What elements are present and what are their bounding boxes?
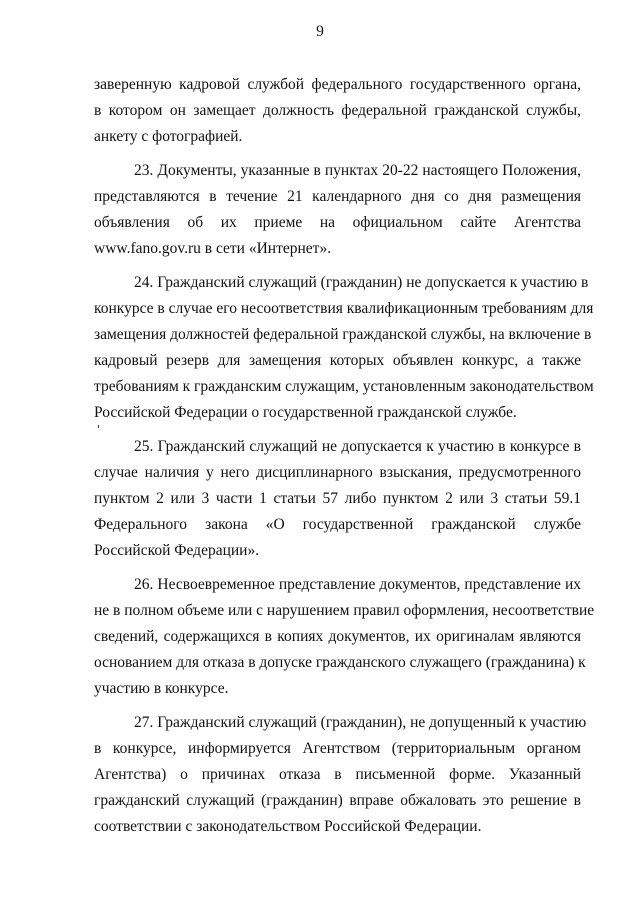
text-line: участию в конкурсе. — [94, 680, 229, 697]
page-number: 9 — [316, 23, 324, 40]
text-line: соответствии с законодательством Российской Федерации. — [94, 818, 482, 835]
text-line: требованиям к гражданским служащим, установленным законодательством — [94, 378, 594, 395]
text-line: 23. Документы, указанные в пунктах 20-22 настоящего Положения, — [134, 162, 581, 179]
text-line: Российской Федерации о государственной гражданской службе. — [94, 404, 517, 421]
text-line: конкурсе в случае его несоответствия квалификационным требованиям для — [94, 300, 594, 317]
text-line: анкету с фотографией. — [94, 128, 243, 145]
text-line: объявления об их приеме на официальном сайте Агентства — [94, 214, 581, 231]
text-line: заверенную кадровой службой федерального государственного органа, — [94, 76, 581, 93]
text-line: Федерального закона «О государственной гражданской службе — [94, 516, 581, 533]
text-line: гражданский служащий (гражданин) вправе обжаловать это решение в — [94, 792, 581, 809]
paragraph-23 — [94, 158, 581, 262]
text-line: в конкурсе, информируется Агентством (территориальным органом — [94, 740, 581, 757]
text-line: Российской Федерации». — [94, 542, 260, 559]
paragraph-continuation — [94, 72, 581, 150]
text-line: 27. Гражданский служащий (гражданин), не допущенный к участию — [134, 714, 587, 731]
text-line: пунктом 2 или 3 части 1 статьи 57 либо пунктом 2 или 3 статьи 59.1 — [94, 490, 581, 507]
scan-speck — [98, 425, 99, 428]
text-line: случае наличия у него дисциплинарного взыскания, предусмотренного — [94, 464, 581, 481]
text-line: Агентства) о причинах отказа в письменной форме. Указанный — [94, 766, 581, 783]
text-line: представляются в течение 21 календарного дня со дня размещения — [94, 188, 581, 205]
paragraph-24 — [94, 270, 594, 426]
text-line: в котором он замещает должность федеральной гражданской службы, — [94, 102, 581, 119]
text-line: 24. Гражданский служащий (гражданин) не допускается к участию в — [134, 274, 589, 291]
paragraph-27 — [94, 710, 587, 840]
paragraph-25 — [94, 434, 581, 564]
text-line: сведений, содержащихся в копиях документов, их оригиналам являются — [94, 628, 581, 645]
paragraph-26 — [94, 572, 595, 702]
text-line: 25. Гражданский служащий не допускается к участию в конкурсе в — [134, 438, 581, 455]
text-line: не в полном объеме или с нарушением правил оформления, несоответствие — [94, 602, 595, 619]
text-line: 26. Несвоевременное представление документов, представление их — [134, 576, 581, 593]
text-line: основанием для отказа в допуске гражданского служащего (гражданина) к — [94, 654, 586, 671]
document-body — [94, 72, 595, 840]
text-line: кадровый резерв для замещения которых объявлен конкурс, а также — [94, 352, 581, 369]
text-line: www.fano.gov.ru в сети «Интернет». — [94, 240, 332, 257]
text-line: замещения должностей федеральной гражданской службы, на включение в — [94, 326, 592, 343]
